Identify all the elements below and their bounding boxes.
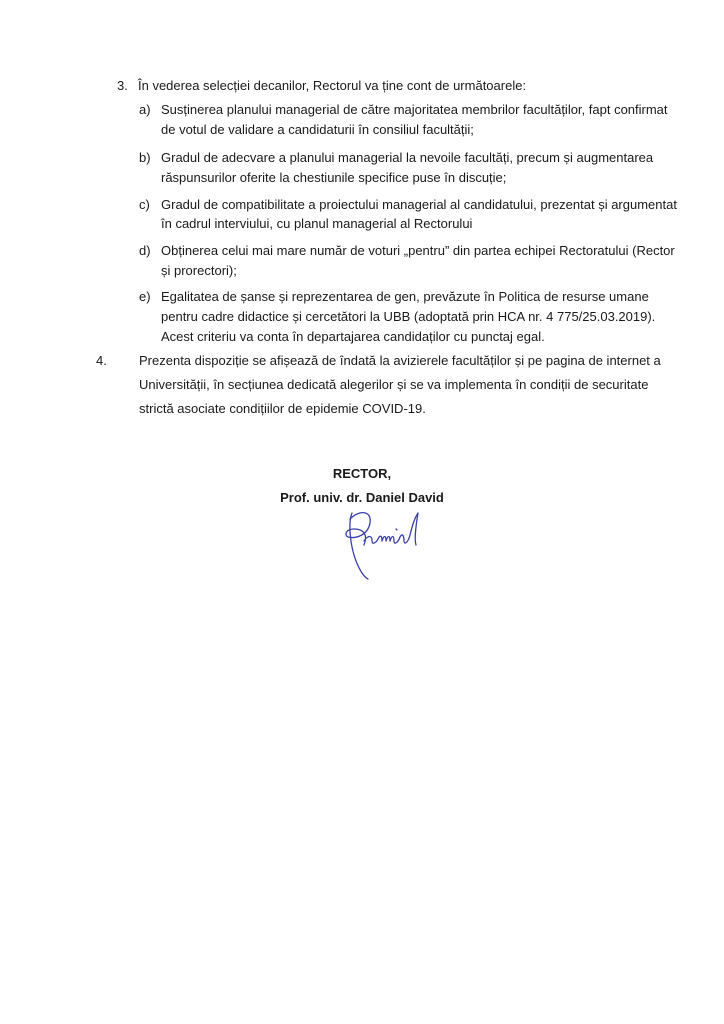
subitem-a-line-1: Susținerea planului managerial de către majoritatea membrilor facultăților, fapt confirmat	[161, 102, 668, 117]
item-4-line-1: Prezenta dispoziție se afișează de îndată la avizierele facultăților și pe pagina de internet a	[139, 353, 661, 368]
subitem-e-line-2: pentru cadre didactice și cercetători la UBB (adoptată prin HCA nr. 4 775/25.03.2019).	[161, 309, 656, 324]
item-4-number: 4.	[96, 353, 107, 368]
subitem-c-line-1: Gradul de compatibilitate a proiectului managerial al candidatului, prezentat și argumentat	[161, 197, 677, 212]
signature-title: RECTOR,	[332, 466, 392, 481]
subitem-b-line-2: răspunsurilor oferite la chestiunile specifice puse în discuție;	[161, 170, 507, 185]
item-4-line-3: strictă asociate condițiilor de epidemie COVID-19.	[139, 401, 426, 416]
subitem-e-line-1: Egalitatea de șanse și reprezentarea de gen, prevăzute în Politica de resurse umane	[161, 289, 649, 304]
subitem-d-letter: d)	[139, 243, 151, 258]
subitem-d-line-2: și prorectori);	[161, 263, 237, 278]
subitem-c-letter: c)	[139, 197, 150, 212]
signature-stroke-3	[364, 537, 378, 544]
subitem-b-line-1: Gradul de adecvare a planului managerial la nevoile facultăți, precum și augmentarea	[161, 150, 654, 165]
subitem-d-line-1: Obținerea celui mai mare număr de voturi „pentru” din partea echipei Rectoratului (Rector	[161, 243, 675, 258]
signature-dot	[396, 529, 397, 530]
item-3-number: 3.	[117, 78, 128, 93]
subitem-b-letter: b)	[139, 150, 151, 165]
signatory-name: Prof. univ. dr. Daniel David	[280, 490, 444, 505]
item-3-text: În vederea selecției decanilor, Rectorul va ține cont de următoarele:	[138, 78, 527, 93]
signature-stroke-4	[378, 536, 390, 541]
subitem-e-line-3: Acest criteriu va conta în departajarea candidaților cu punctaj egal.	[161, 329, 545, 344]
subitem-c-line-2: în cadrul interviului, cu planul managerial al Rectorului	[161, 216, 473, 231]
handwritten-signature	[338, 505, 434, 585]
subitem-e-letter: e)	[139, 289, 151, 304]
signature-stroke-1	[350, 513, 368, 579]
item-4-line-2: Universității, în secțiunea dedicată alegerilor și se va implementa în condiții de securitate	[139, 377, 649, 392]
subitem-a-line-2: de votul de validare a candidaturii în consiliul facultății;	[161, 122, 474, 137]
subitem-a-letter: a)	[139, 102, 151, 117]
signature-stroke-5	[390, 537, 400, 544]
